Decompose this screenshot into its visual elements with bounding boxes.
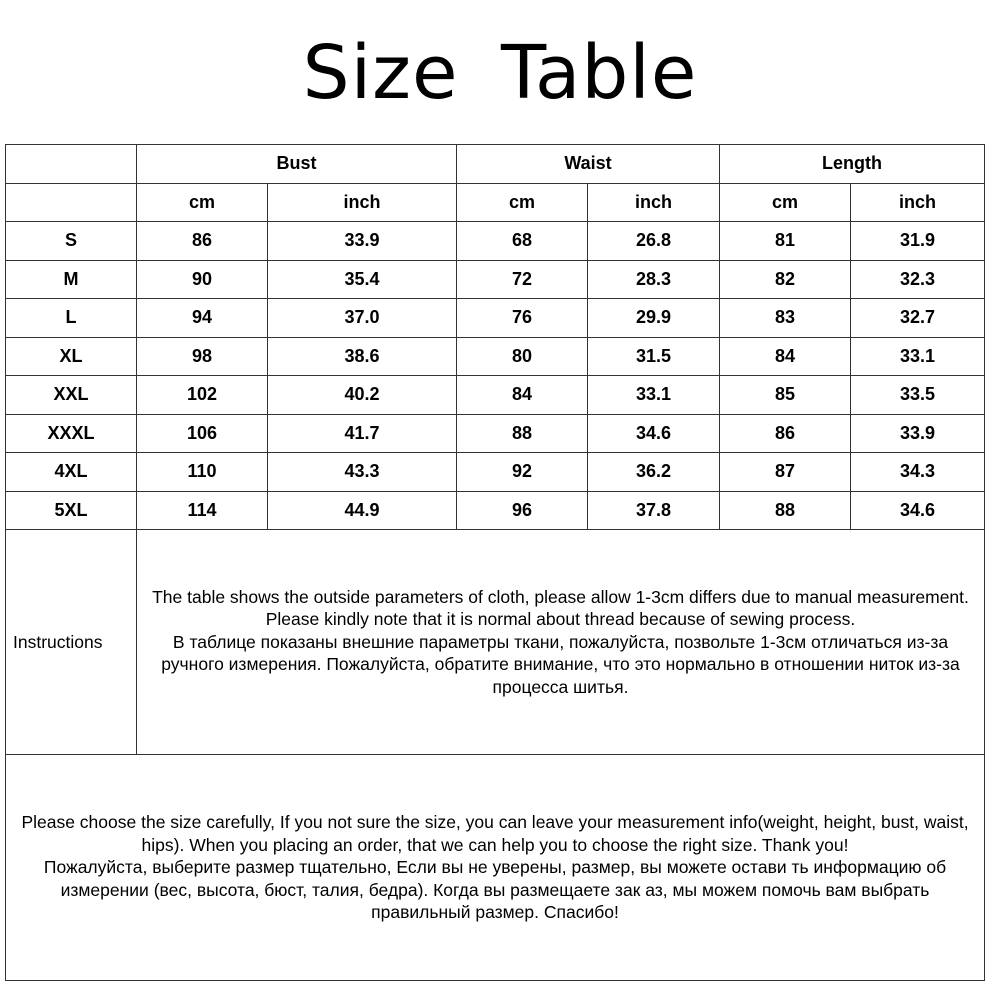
note-text-ru: Пожалуйста, выберите размер тщательно, Если вы не уверены, размер, вы можете остави ть информацию об измерении (вес, высота, бюст, талия, бедра). Когда вы размещаете зак аз, мы можем помочь вам выбрать правильный размер. Спасибо! (43, 857, 947, 923)
size-label: L (6, 299, 137, 338)
table-row (6, 260, 985, 299)
size-label: XXXL (6, 414, 137, 453)
table-row (6, 414, 985, 453)
instructions-text-en: The table shows the outside parameters of cloth, please allow 1-3cm differs due to manual measurement. Please kindly note that it is normal about thread because of sewing process. (152, 586, 969, 630)
size-label: S (6, 222, 137, 261)
table-cell: 37.8 (588, 491, 720, 530)
instructions-text (137, 530, 985, 755)
unit-header: inch (268, 183, 457, 222)
table-cell: 43.3 (268, 453, 457, 492)
size-label: 4XL (6, 453, 137, 492)
table-cell: 86 (720, 414, 851, 453)
corner-cell (6, 183, 137, 222)
table-cell: 34.6 (588, 414, 720, 453)
table-cell: 98 (137, 337, 268, 376)
size-label: 5XL (6, 491, 137, 530)
table-cell: 84 (720, 337, 851, 376)
table-cell: 92 (457, 453, 588, 492)
table-cell: 38.6 (268, 337, 457, 376)
group-header-row (6, 145, 985, 184)
table-cell: 35.4 (268, 260, 457, 299)
table-cell: 41.7 (268, 414, 457, 453)
size-label: XL (6, 337, 137, 376)
table-cell: 72 (457, 260, 588, 299)
size-label: M (6, 260, 137, 299)
table-row (6, 491, 985, 530)
corner-cell (6, 145, 137, 184)
table-cell: 32.7 (851, 299, 985, 338)
table-cell: 76 (457, 299, 588, 338)
table-cell: 44.9 (268, 491, 457, 530)
group-header-waist: Waist (457, 145, 720, 184)
table-cell: 88 (720, 491, 851, 530)
unit-header: inch (851, 183, 985, 222)
table-cell: 96 (457, 491, 588, 530)
table-cell: 94 (137, 299, 268, 338)
table-cell: 33.9 (268, 222, 457, 261)
table-cell: 33.9 (851, 414, 985, 453)
group-header-length: Length (720, 145, 985, 184)
table-cell: 110 (137, 453, 268, 492)
note-text (6, 755, 985, 981)
table-row (6, 222, 985, 261)
table-cell: 85 (720, 376, 851, 415)
table-cell: 80 (457, 337, 588, 376)
table-cell: 33.5 (851, 376, 985, 415)
table-cell: 83 (720, 299, 851, 338)
group-header-bust: Bust (137, 145, 457, 184)
table-cell: 84 (457, 376, 588, 415)
table-cell: 33.1 (851, 337, 985, 376)
table-cell: 86 (137, 222, 268, 261)
table-cell: 31.9 (851, 222, 985, 261)
table-cell: 88 (457, 414, 588, 453)
unit-header: cm (720, 183, 851, 222)
note-text-en: Please choose the size carefully, If you not sure the size, you can leave your measurement info(weight, height, bust, waist, hips). When you placing an order, that we can help you to choose the right size. Thank you! (21, 812, 969, 855)
table-cell: 40.2 (268, 376, 457, 415)
table-cell: 34.3 (851, 453, 985, 492)
table-row (6, 299, 985, 338)
size-label: XXL (6, 376, 137, 415)
page-title: Size Table (302, 30, 698, 116)
instructions-row (6, 530, 985, 755)
instructions-text-ru: В таблице показаны внешние параметры ткани, пожалуйста, позвольте 1-3см отличаться из-за ручного измерения. Пожалуйста, обратите внимание, что это нормально в отношении ниток из-за процесса шитья. (161, 631, 960, 697)
table-cell: 28.3 (588, 260, 720, 299)
table-cell: 81 (720, 222, 851, 261)
table-cell: 68 (457, 222, 588, 261)
table-cell: 31.5 (588, 337, 720, 376)
table-cell: 87 (720, 453, 851, 492)
table-cell: 106 (137, 414, 268, 453)
table-cell: 114 (137, 491, 268, 530)
instructions-label: Instructions (6, 530, 137, 755)
note-row (6, 755, 985, 981)
table-cell: 34.6 (851, 491, 985, 530)
table-row (6, 453, 985, 492)
table-cell: 33.1 (588, 376, 720, 415)
unit-header: cm (457, 183, 588, 222)
table-cell: 26.8 (588, 222, 720, 261)
unit-header: cm (137, 183, 268, 222)
table-row (6, 337, 985, 376)
table-cell: 37.0 (268, 299, 457, 338)
table-cell: 90 (137, 260, 268, 299)
table-cell: 32.3 (851, 260, 985, 299)
table-cell: 82 (720, 260, 851, 299)
table-cell: 102 (137, 376, 268, 415)
size-table (5, 144, 985, 981)
table-cell: 29.9 (588, 299, 720, 338)
table-cell: 36.2 (588, 453, 720, 492)
unit-header: inch (588, 183, 720, 222)
unit-header-row (6, 183, 985, 222)
table-row (6, 376, 985, 415)
